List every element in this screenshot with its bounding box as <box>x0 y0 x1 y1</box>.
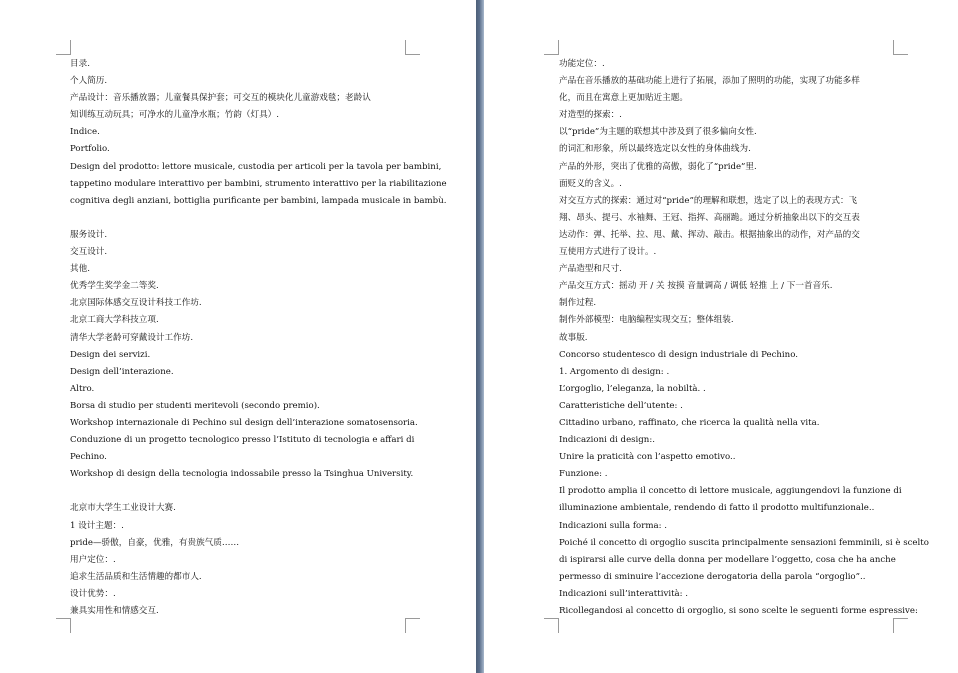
text-line[interactable]: tappetino modulare interattivo per bambini, strumento interattivo per la riabilitazione <box>70 178 447 189</box>
text-line[interactable]: 功能定位：. <box>559 59 605 69</box>
page-text-body[interactable] <box>559 56 929 620</box>
text-line[interactable]: 兼具实用性和情感交互. <box>70 606 159 616</box>
text-line[interactable]: 优秀学生奖学金二等奖. <box>70 281 159 292</box>
text-line[interactable]: Design dei servizi. <box>70 349 151 360</box>
text-line[interactable]: Indicazioni di design:. <box>559 435 655 446</box>
text-line[interactable]: 达动作：弹、托举、拉、甩、戴、挥动、敲击。根据抽象出的动作，对产品的交 <box>559 229 860 240</box>
text-line[interactable]: 产品交互方式：摇动 开 / 关 按摸 音量调高 / 调低 轻推 上 / 下一首音乐. <box>559 281 833 292</box>
text-line[interactable]: 北京市大学生工业设计大赛. <box>70 503 176 514</box>
text-line[interactable]: Indicazioni sull’interattività: . <box>559 588 689 599</box>
text-line[interactable] <box>70 483 408 500</box>
text-line[interactable]: Indice. <box>70 127 100 138</box>
text-line[interactable]: 追求生活品质和生活情趣的都市人. <box>70 571 202 582</box>
text-line[interactable]: 产品的外形，突出了优雅的高傲，弱化了“pride”里. <box>559 161 757 172</box>
corner-crop-mark <box>405 618 420 633</box>
text-line[interactable]: 目录. <box>70 59 90 69</box>
text-line[interactable]: 服务设计. <box>70 229 108 240</box>
text-line[interactable]: 北京工商大学科技立项. <box>70 315 159 326</box>
text-line[interactable]: 互使用方式进行了设计。. <box>559 247 657 258</box>
text-line[interactable]: Portfolio. <box>70 144 110 155</box>
corner-crop-mark <box>544 618 559 633</box>
text-line[interactable]: 产品造型和尺寸. <box>559 264 622 275</box>
text-line[interactable]: Workshop internazionale di Pechino sul design dell’interazione somatosensoria. <box>70 417 418 428</box>
text-line[interactable]: Borsa di studio per studenti meritevoli (secondo premio). <box>70 400 320 411</box>
page-text-body[interactable] <box>70 56 447 620</box>
text-line[interactable]: Pechino. <box>70 452 107 463</box>
text-line[interactable]: 用户定位：. <box>70 554 116 565</box>
text-line[interactable]: di ispirarsi alle curve della donna per modellare l’oggetto, cosa che ha anche <box>559 554 896 565</box>
corner-crop-mark <box>544 40 559 55</box>
text-line[interactable]: 1. Argomento di design: . <box>559 366 670 377</box>
text-line[interactable]: 产品设计：音乐播放器；儿童餐具保护套；可交互的模块化儿童游戏毯；老龄认 <box>70 93 371 104</box>
document-page-left <box>0 0 476 673</box>
text-line[interactable]: 对造型的探索：. <box>559 110 622 121</box>
text-line[interactable]: permesso di sminuire l’accezione derogatoria della parola “orgoglio”.. <box>559 571 866 582</box>
text-line[interactable]: 设计优势：. <box>70 588 116 599</box>
text-line[interactable]: 个人简历. <box>70 76 108 87</box>
corner-crop-mark <box>56 618 71 633</box>
text-line[interactable]: 交互设计. <box>70 247 108 258</box>
text-line[interactable]: 的词汇和形象，所以最终选定以女性的身体曲线为. <box>559 144 751 155</box>
text-line[interactable]: 以“pride”为主题的联想其中涉及到了很多偏向女性. <box>559 127 757 138</box>
text-line[interactable]: Indicazioni sulla forma: . <box>559 520 667 531</box>
text-line[interactable]: Design dell’interazione. <box>70 366 174 377</box>
text-line[interactable]: Funzione: . <box>559 469 608 480</box>
text-line[interactable]: 制作外部模型：电脑编程实现交互；整体组装. <box>559 315 734 326</box>
document-page-right <box>484 0 958 673</box>
text-line[interactable]: Workshop di design della tecnologia indossabile presso la Tsinghua University. <box>70 469 414 480</box>
text-line[interactable]: 1 设计主题：. <box>70 520 124 531</box>
text-line[interactable]: 知训练互动玩具；可净水的儿童净水瓶；竹韵（灯具）. <box>70 110 279 121</box>
text-line[interactable]: Cittadino urbano, raffinato, che ricerca la qualità nella vita. <box>559 417 820 428</box>
text-line[interactable]: Ricollegandosi al concetto di orgoglio, si sono scelte le seguenti forme espressive: <box>559 606 918 616</box>
page-gutter <box>476 0 484 673</box>
text-line[interactable]: 其他. <box>70 264 90 275</box>
corner-crop-mark <box>893 40 908 55</box>
text-line[interactable] <box>70 210 408 227</box>
text-line[interactable]: pride—骄傲，自豪，优雅，有贵族气质…… <box>70 537 240 548</box>
text-line[interactable]: Design del prodotto: lettore musicale, custodia per articoli per la tavola per bambini, <box>70 161 442 172</box>
text-line[interactable]: 故事版. <box>559 332 588 343</box>
text-line[interactable]: 产品在音乐播放的基础功能上进行了拓展，添加了照明的功能，实现了功能多样 <box>559 76 860 87</box>
text-line[interactable]: Conduzione di un progetto tecnologico presso l’Istituto di tecnologia e affari di <box>70 435 415 446</box>
corner-crop-mark <box>405 40 420 55</box>
text-line[interactable]: Unire la praticità con l’aspetto emotivo.. <box>559 452 736 463</box>
text-line[interactable]: 制作过程. <box>559 298 597 309</box>
text-line[interactable]: 对交互方式的探索：通过对“pride”的理解和联想，选定了以上的表现方式：飞 <box>559 195 858 206</box>
text-line[interactable]: 化，而且在寓意上更加贴近主题。 <box>559 93 688 104</box>
text-line[interactable]: 清华大学老龄可穿戴设计工作坊. <box>70 332 194 343</box>
text-line[interactable]: Poiché il concetto di orgoglio suscita principalmente sensazioni femminili, si è scelto <box>559 537 929 548</box>
text-line[interactable]: 翔、昂头、提弓、水袖舞、王冠、指挥、高丽跪。通过分析抽象出以下的交互表 <box>559 212 860 223</box>
text-line[interactable]: 北京国际体感交互设计科技工作坊. <box>70 298 202 309</box>
text-line[interactable]: Il prodotto amplia il concetto di lettore musicale, aggiungendovi la funzione di <box>559 486 902 497</box>
text-line[interactable]: 面贬义的含义。. <box>559 178 622 189</box>
corner-crop-mark <box>893 618 908 633</box>
text-line[interactable]: Caratteristiche dell’utente: . <box>559 400 683 411</box>
text-line[interactable]: L’orgoglio, l’eleganza, la nobiltà. . <box>559 383 706 394</box>
text-line[interactable]: Concorso studentesco di design industriale di Pechino. <box>559 349 798 360</box>
text-line[interactable]: Altro. <box>70 383 95 394</box>
text-line[interactable]: cognitiva degli anziani, bottiglia purificante per bambini, lampada musicale in bambù. <box>70 195 447 206</box>
text-line[interactable]: illuminazione ambientale, rendendo di fatto il prodotto multifunzionale.. <box>559 503 875 514</box>
corner-crop-mark <box>56 40 71 55</box>
